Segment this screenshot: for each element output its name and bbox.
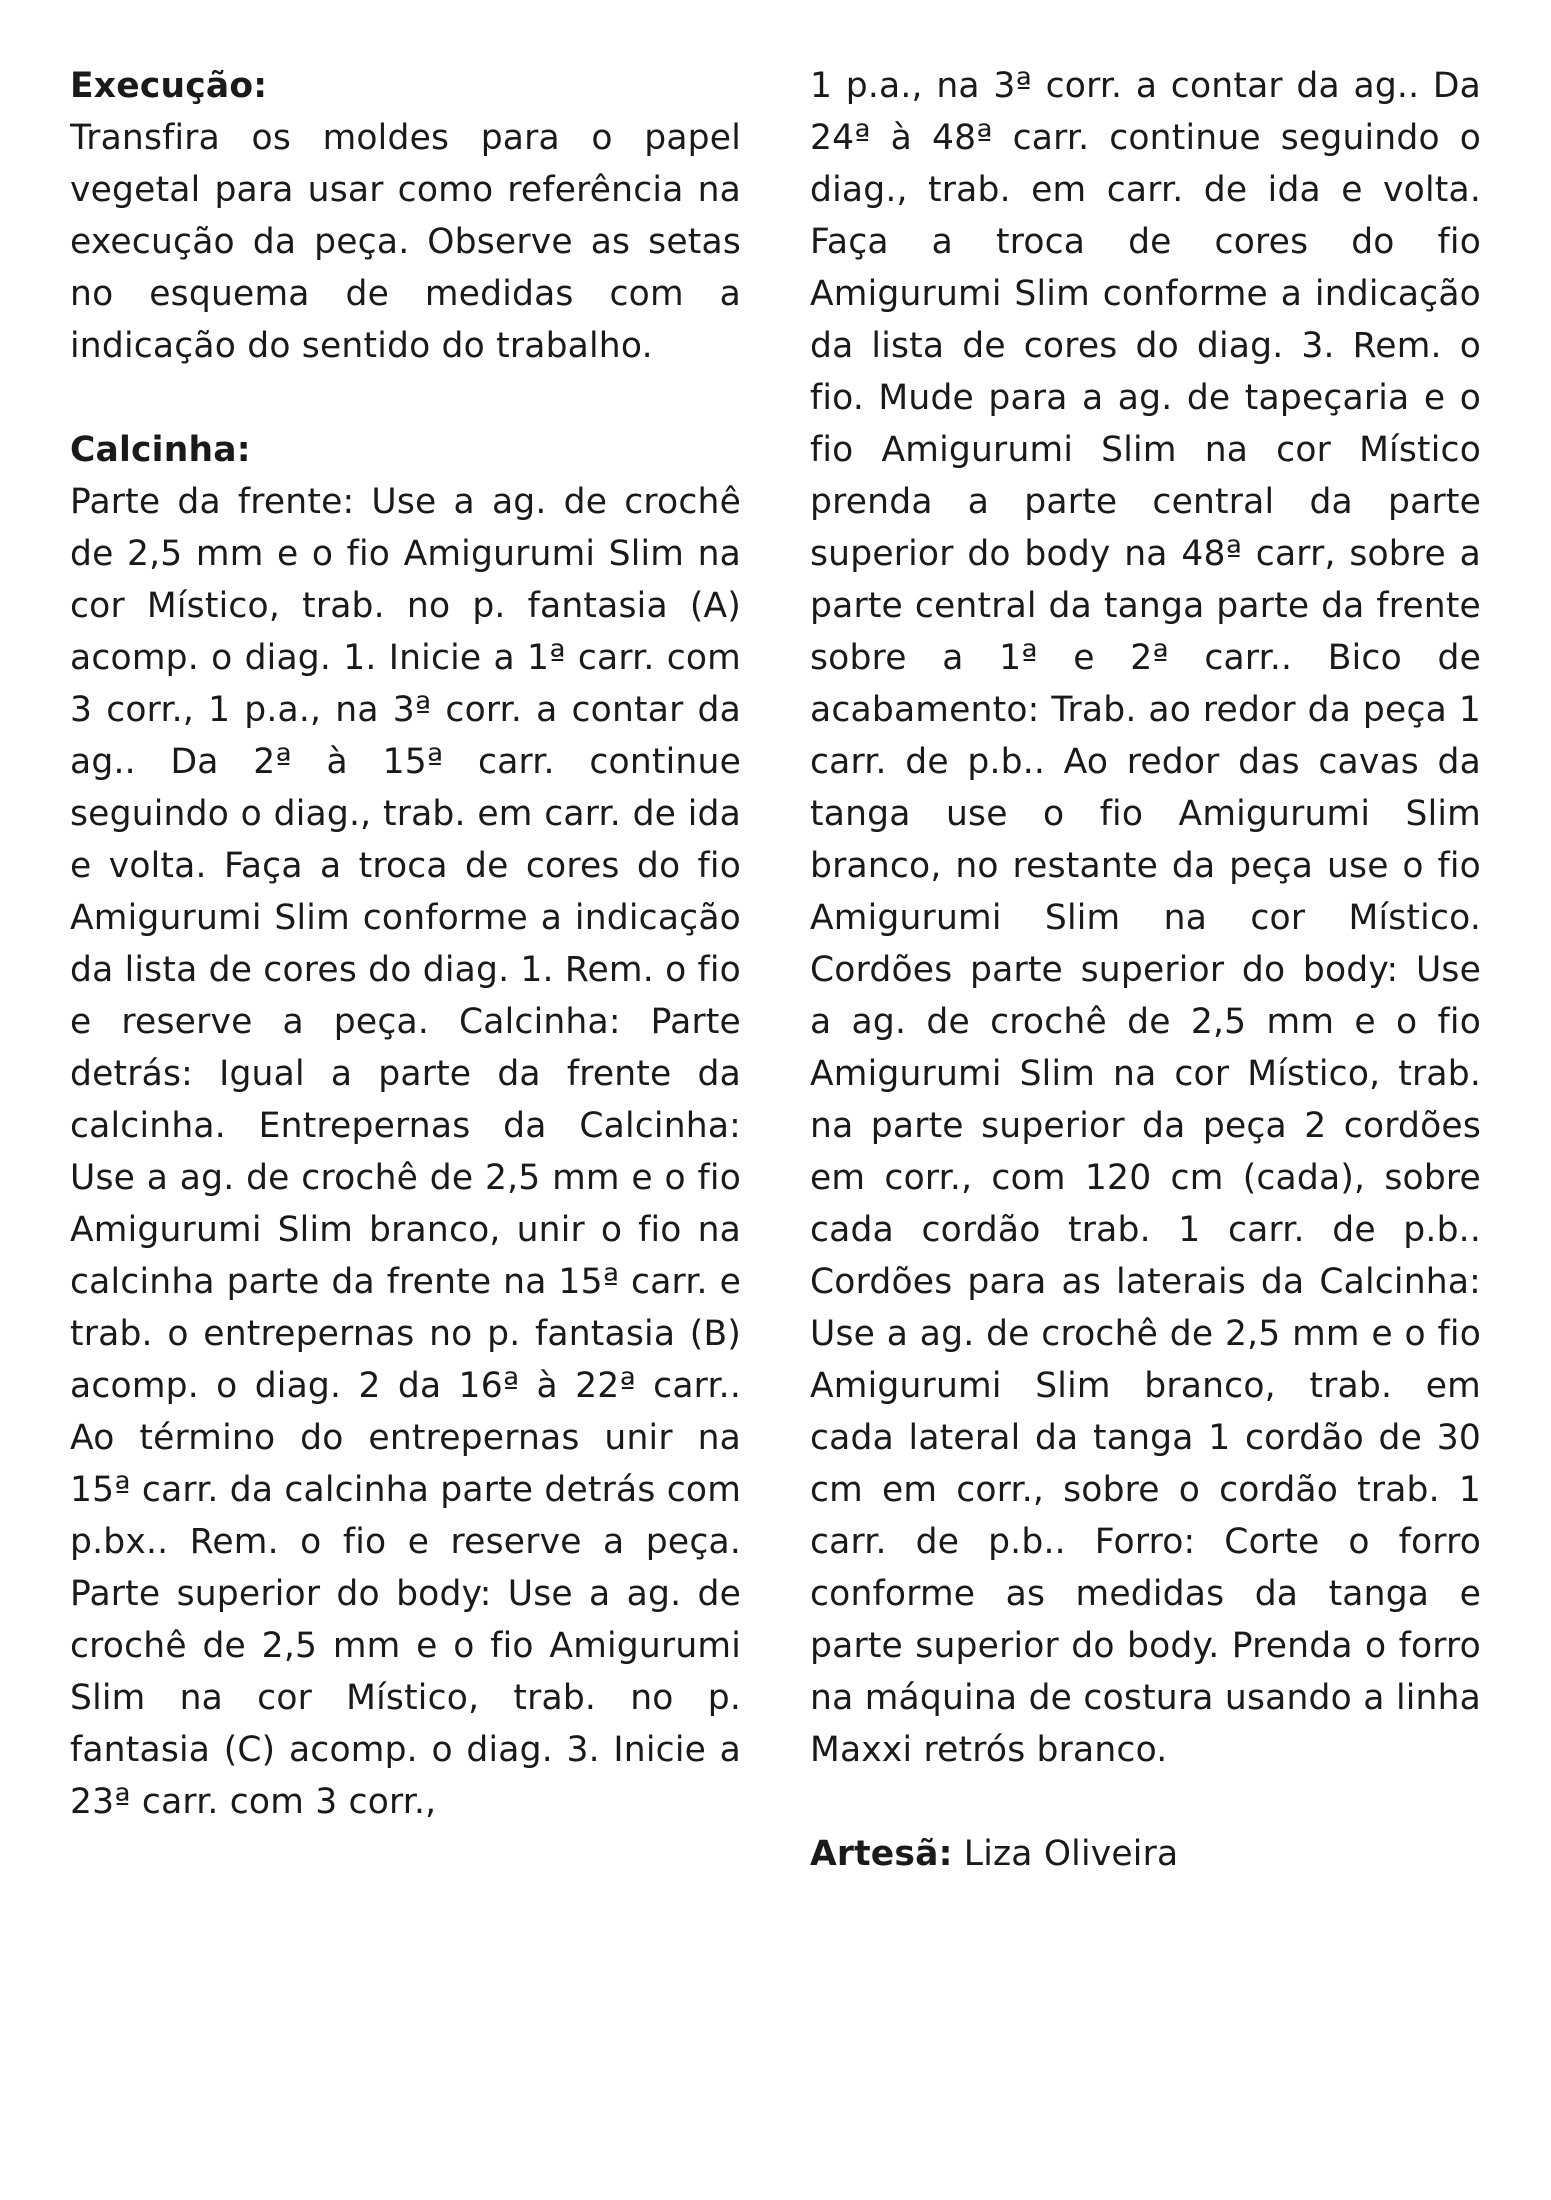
calcinha-text-part2: 1 p.a., na 3ª corr. a contar da ag.. Da 24ª à 48ª carr. continue seguindo o diag., trab. em carr. de ida e volta. Faça a troca de cores do fio Amigurumi Slim conforme a indicação da lista de cores do diag. 3. Rem. o fio. Mude para a ag. de tapeçaria e o fio Amigurumi Slim na cor Místico prenda a parte central da parte superior do body na 48ª carr, sobre a parte central da tanga parte da frente sobre a 1ª e 2ª carr.. Bico de acabamento: Trab. ao redor da peça 1 carr. de p.b.. Ao redor das cavas da tanga use o fio Amigurumi Slim branco, no restante da peça use o fio Amigurumi Slim na cor Místico. Cordões parte superior do body: Use a ag. de crochê de 2,5 mm e o fio Amigurumi Slim na cor Místico, trab. na parte superior da peça 2 cordões em corr., com 120 cm (cada), sobre cada cordão trab. 1 carr. de p.b.. Cordões para as laterais da Calcinha: Use a ag. de crochê de 2,5 mm e o fio Amigurumi Slim branco, trab. em cada lateral da tanga 1 cordão de 30 cm em corr., sobre o cordão trab. 1 carr. de p.b.. Forro: Corte o forro conforme as medidas da tanga e parte superior do body. Prenda o forro na máquina de costura usando a linha Maxxi retrós branco. [810, 66, 1481, 1770]
right-column [810, 60, 1481, 2140]
artesa-name: Liza Oliveira [963, 1834, 1179, 1874]
left-column [70, 60, 741, 2140]
artesa-credit [810, 1828, 1481, 1880]
paragraph-spacer [70, 372, 741, 424]
document-page [70, 60, 1481, 2140]
execucao-text: Transfira os moldes para o papel vegetal para usar como referência na execução da peça. Observe as setas no esquema de medidas com a indicação do sentido do trabalho. [70, 118, 741, 366]
calcinha-heading: Calcinha: [70, 430, 251, 470]
paragraph-spacer [810, 1776, 1481, 1828]
execucao-heading: Execução: [70, 66, 268, 106]
calcinha-text-part1: Parte da frente: Use a ag. de crochê de 2,5 mm e o fio Amigurumi Slim na cor Místico, trab. no p. fantasia (A) acomp. o diag. 1. Inicie a 1ª carr. com 3 corr., 1 p.a., na 3ª corr. a contar da ag.. Da 2ª à 15ª carr. continue seguindo o diag., trab. em carr. de ida e volta. Faça a troca de cores do fio Amigurumi Slim conforme a indicação da lista de cores do diag. 1. Rem. o fio e reserve a peça. Calcinha: Parte detrás: Igual a parte da frente da calcinha. Entrepernas da Calcinha: Use a ag. de crochê de 2,5 mm e o fio Amigurumi Slim branco, unir o fio na calcinha parte da frente na 15ª carr. e trab. o entrepernas no p. fantasia (B) acomp. o diag. 2 da 16ª à 22ª carr.. Ao término do entrepernas unir na 15ª carr. da calcinha parte detrás com p.bx.. Rem. o fio e reserve a peça. Parte superior do body: Use a ag. de crochê de 2,5 mm e o fio Amigurumi Slim na cor Místico, trab. no p. fantasia (C) acomp. o diag. 3. Inicie a 23ª carr. com 3 corr., [70, 482, 742, 1822]
artesa-label: Artesã: [810, 1834, 953, 1874]
